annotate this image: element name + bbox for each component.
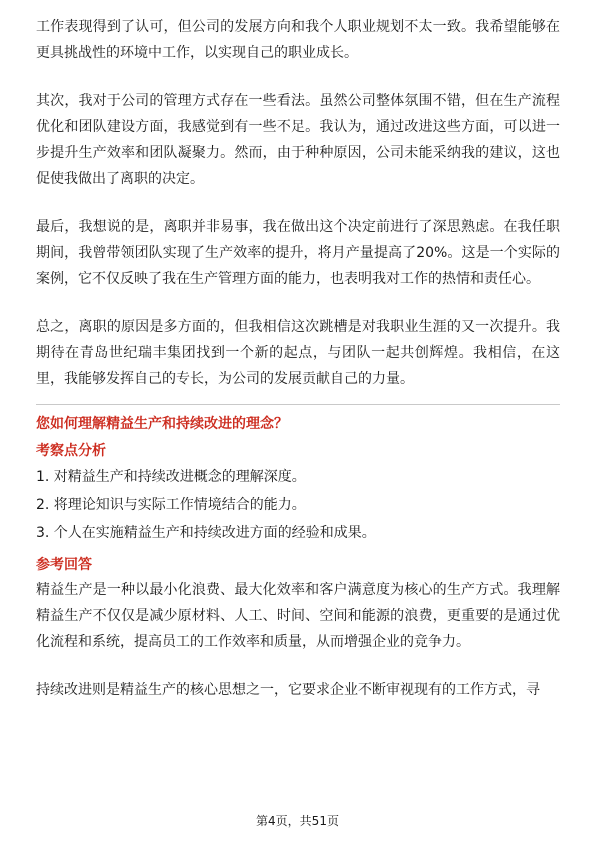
interview-question: 您如何理解精益生产和持续改进的理念？ (36, 416, 288, 432)
analysis-item: 2. 将理论知识与实际工作情境结合的能力。 (36, 497, 306, 513)
paragraph-achievement: 最后，我想说的是，离职并非易事，我在做出这个决定前进行了深思熟虑。在我任职期间，我曾带领团队实现了生产效率的提升，将月产量提高了20%。这是一个实际的案例，它不仅反映了我在生产管理方面的能力，也表明我对工作的热情和责任心。 (36, 219, 560, 287)
page-number: 第4页，共51页 (256, 814, 339, 828)
paragraph-conclusion: 总之，离职的原因是多方面的，但我相信这次跳槽是对我职业生涯的又一次提升。我期待在青岛世纪瑞丰集团找到一个新的起点，与团队一起共创辉煌。我相信，在这里，我能够发挥自己的专长，为公司的发展贡献自己的力量。 (36, 319, 560, 387)
page-content (36, 14, 560, 703)
analysis-item: 3. 个人在实施精益生产和持续改进方面的经验和成果。 (36, 525, 376, 541)
answer-heading: 参考回答 (36, 557, 92, 573)
section-divider (36, 404, 560, 405)
analysis-item: 1. 对精益生产和持续改进概念的理解深度。 (36, 469, 306, 485)
analysis-heading: 考察点分析 (36, 443, 106, 459)
paragraph-career-direction: 工作表现得到了认可，但公司的发展方向和我个人职业规划不太一致。我希望能够在更具挑战性的环境中工作，以实现自己的职业成长。 (36, 19, 560, 61)
paragraph-management-views: 其次，我对于公司的管理方式存在一些看法。虽然公司整体氛围不错，但在生产流程优化和团队建设方面，我感觉到有一些不足。我认为，通过改进这些方面，可以进一步提升生产效率和团队凝聚力。然而，由于种种原因，公司未能采纳我的建议，这也促使我做出了离职的决定。 (36, 93, 560, 187)
answer-paragraph-lean: 精益生产是一种以最小化浪费、最大化效率和客户满意度为核心的生产方式。我理解精益生产不仅仅是减少原材料、人工、时间、空间和能源的浪费，更重要的是通过优化流程和系统，提高员工的工作效率和质量，从而增强企业的竞争力。 (36, 582, 560, 650)
answer-paragraph-continuous-improvement: 持续改进则是精益生产的核心思想之一，它要求企业不断审视现有的工作方式，寻 (36, 682, 540, 698)
